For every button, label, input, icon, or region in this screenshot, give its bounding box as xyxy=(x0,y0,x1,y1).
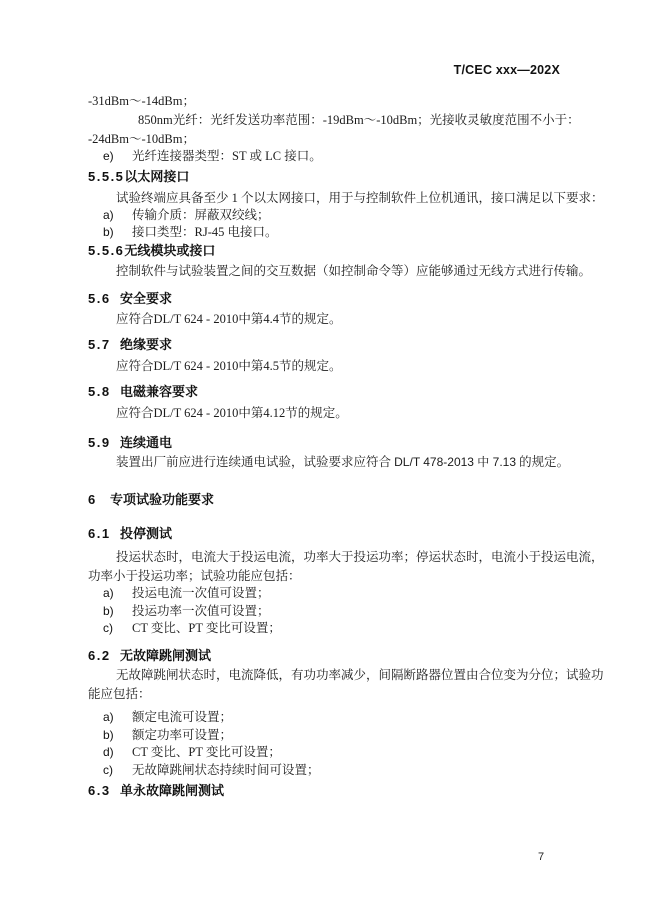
list-text: 投运功率一次值可设置； xyxy=(132,603,270,618)
section-heading-6-1 xyxy=(88,523,570,544)
heading-title: 绝缘要求 xyxy=(120,337,173,352)
section-heading-6-2 xyxy=(88,645,570,666)
paragraph-text: 装置出厂前应进行连续通电试验，试验要求应符合 xyxy=(116,455,395,469)
heading-title: 安全要求 xyxy=(120,291,173,306)
list-item xyxy=(88,585,570,603)
heading-title: 专项试验功能要求 xyxy=(110,492,215,507)
paragraph: 应符合DL/T 624 - 2010中第4.4节的规定。 xyxy=(116,312,342,326)
list-label: c) xyxy=(103,621,113,635)
section-heading-5-8 xyxy=(88,381,570,402)
commissioning-list xyxy=(88,585,570,638)
list-item xyxy=(88,224,570,241)
paragraph-line: 功率小于投运功率；试验功能应包括： xyxy=(88,569,301,583)
heading-title: 无故障跳闸测试 xyxy=(120,648,212,663)
list-item xyxy=(88,727,570,745)
list-label: a) xyxy=(103,208,114,222)
spec-line: -31dBm～-14dBm； xyxy=(88,94,195,108)
list-text: 传输介质：屏蔽双绞线； xyxy=(132,208,270,222)
heading-number: 6.3 xyxy=(88,783,111,798)
list-item xyxy=(88,744,570,762)
paragraph: 试验终端应具备至少 1 个以太网接口，用于与控制软件上位机通讯，接口满足以下要求： xyxy=(116,191,604,205)
heading-number: 5.5.5 xyxy=(88,169,125,184)
paragraph: 控制软件与试验装置之间的交互数据（如控制命令等）应能够通过无线方式进行传输。 xyxy=(116,264,592,278)
list-text: 无故障跳闸状态持续时间可设置； xyxy=(132,762,320,777)
chapter-heading-6 xyxy=(88,489,570,510)
list-label: c) xyxy=(103,762,113,777)
paragraph-line: 投运状态时，电流大于投运电流，功率大于投运功率；停运状态时，电流小于投运电流， xyxy=(116,550,604,564)
paragraph-line: 无故障跳闸状态时，电流降低，有功功率减少，间隔断路器位置由合位变为分位；试验功 xyxy=(116,668,604,682)
heading-number: 5.8 xyxy=(88,384,111,399)
list-text: CT 变比、PT 变比可设置； xyxy=(132,621,281,635)
heading-title: 以太网接口 xyxy=(124,169,190,184)
page-number: 7 xyxy=(538,851,545,863)
list-label: b) xyxy=(103,727,114,742)
heading-number: 6 xyxy=(88,492,97,507)
paragraph: 应符合DL/T 624 - 2010中第4.5节的规定。 xyxy=(116,359,342,373)
heading-number: 5.6 xyxy=(88,291,111,306)
spec-line: -24dBm～-10dBm； xyxy=(88,132,195,146)
list-item xyxy=(88,620,570,638)
list-text: 光纤连接器类型：ST 或 LC 接口。 xyxy=(132,149,322,163)
standard-reference: DL/T 478-2013 中 7.13 xyxy=(394,455,516,469)
list-text: CT 变比、PT 变比可设置； xyxy=(132,745,281,759)
fiber-connector-item xyxy=(88,148,570,166)
paragraph xyxy=(88,453,570,472)
heading-title: 电磁兼容要求 xyxy=(120,384,199,399)
paragraph-line: 能应包括： xyxy=(88,687,151,701)
paragraph: 应符合DL/T 624 - 2010中第4.12节的规定。 xyxy=(116,406,348,420)
section-heading-5-5-5 xyxy=(88,166,570,187)
list-item xyxy=(88,709,570,727)
heading-number: 6.2 xyxy=(88,648,111,663)
paragraph xyxy=(88,548,604,586)
paragraph-text: 的规定。 xyxy=(516,455,570,469)
heading-title: 单永故障跳闸测试 xyxy=(120,783,225,798)
list-item xyxy=(88,207,570,224)
heading-title: 投停测试 xyxy=(120,526,173,541)
list-item xyxy=(88,603,570,621)
heading-title: 无线模块或接口 xyxy=(124,243,216,258)
list-label: a) xyxy=(103,710,114,724)
list-text: 投运电流一次值可设置； xyxy=(132,586,270,600)
section-heading-6-3 xyxy=(88,780,570,801)
section-heading-5-7 xyxy=(88,334,570,355)
list-text: 额定电流可设置； xyxy=(132,710,233,724)
section-heading-5-9 xyxy=(88,432,570,453)
doc-header-code: T/CEC xxx—202X xyxy=(453,63,560,77)
spec-line: 850nm光纤：光纤发送功率范围：-19dBm～-10dBm；光接收灵敏度范围不小于： xyxy=(138,113,580,127)
fiber-spec-continuation xyxy=(88,92,580,149)
list-text: 接口类型：RJ-45 电接口。 xyxy=(132,224,278,239)
heading-title: 连续通电 xyxy=(120,435,173,450)
list-label: e) xyxy=(103,149,114,163)
list-label: a) xyxy=(103,586,114,600)
heading-number: 5.7 xyxy=(88,337,111,352)
ethernet-list xyxy=(88,207,570,240)
heading-number: 6.1 xyxy=(88,526,111,541)
list-label: d) xyxy=(103,745,114,759)
paragraph xyxy=(88,666,604,704)
list-item xyxy=(88,762,570,780)
list-text: 额定功率可设置； xyxy=(132,727,233,742)
list-label: b) xyxy=(103,224,114,239)
trip-test-list xyxy=(88,709,570,779)
section-heading-5-6 xyxy=(88,288,570,309)
section-heading-5-5-6 xyxy=(88,240,570,261)
list-label: b) xyxy=(103,603,114,618)
list-item xyxy=(88,148,570,166)
heading-number: 5.5.6 xyxy=(88,243,125,258)
heading-number: 5.9 xyxy=(88,435,111,450)
